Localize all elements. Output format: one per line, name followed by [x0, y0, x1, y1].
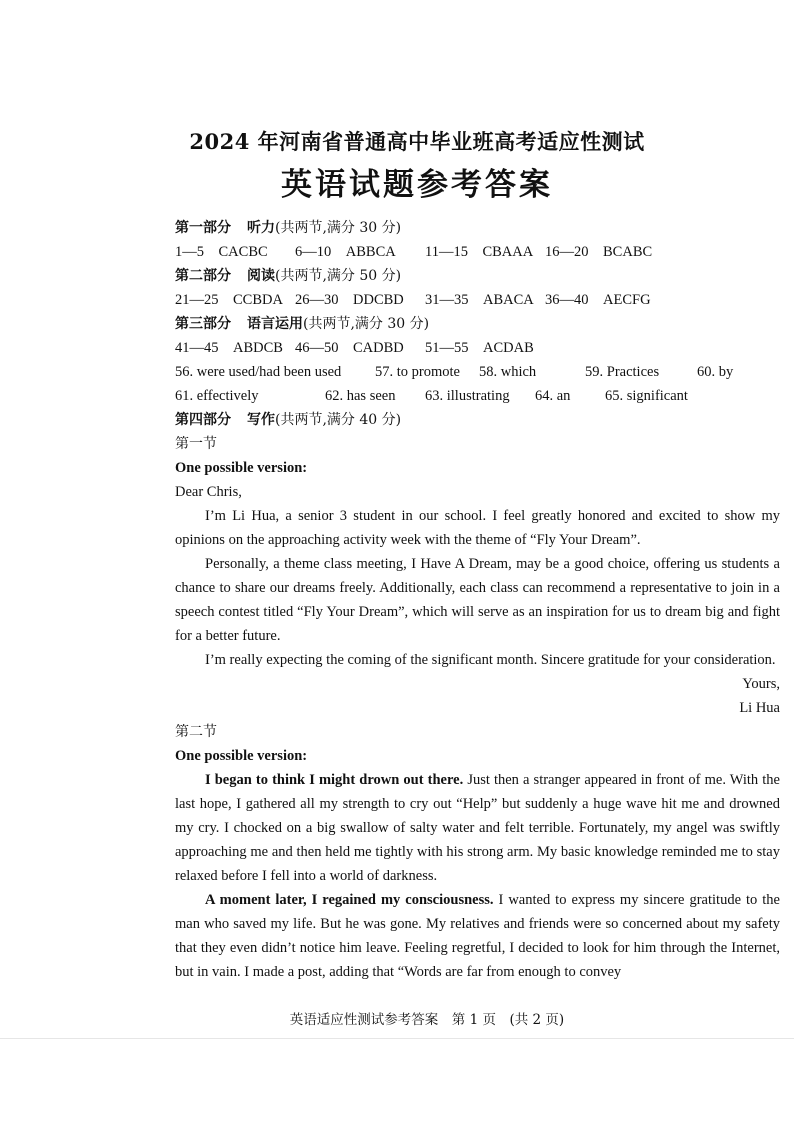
section1-heading: 第一节: [175, 436, 217, 452]
letter-paragraph: I’m Li Hua, a senior 3 student in our school. I feel greatly honored and excited to show my opinions on the approaching activity week with the theme of “Fly Your Dream”.: [175, 508, 780, 548]
part2-heading: [175, 264, 780, 288]
part2-name: 阅读: [247, 268, 275, 284]
fill-answer: 64. an: [535, 388, 571, 404]
answer-group: 21—25 CCBDA: [175, 292, 283, 308]
part1-heading: [175, 216, 780, 240]
answer-key-title: 英语试题参考答案: [281, 167, 553, 203]
letter-body: [175, 504, 780, 672]
fill-answer: 60. by: [697, 364, 734, 380]
section1-version-label: One possible version:: [175, 460, 308, 476]
part1-note: (共两节,满分 30 分): [275, 220, 402, 236]
answer-group: 46—50 CADBD: [295, 340, 404, 356]
part2-answers: [175, 288, 780, 312]
answer-group: 41—45 ABDCB: [175, 340, 283, 356]
story-paragraph: [175, 888, 780, 984]
fill-answer: 62. has seen: [325, 388, 396, 404]
page-edge-divider: [0, 1038, 794, 1039]
fill-answer: 63. illustrating: [425, 388, 510, 404]
letter-paragraph: I’m really expecting the coming of the significant month. Sincere gratitude for your consideration.: [205, 652, 776, 668]
letter-closing: Yours,: [742, 676, 780, 692]
part1-label: 第一部分: [175, 220, 231, 236]
answer-group: 36—40 AECFG: [545, 292, 651, 308]
section2-heading: 第二节: [175, 724, 217, 740]
answer-group: 11—15 CBAAA: [425, 244, 534, 260]
story-lead-sentence: A moment later, I regained my consciousness.: [205, 892, 494, 908]
story-text: I wanted to express my sincere gratitude to the man who saved my life. But he was gone. My relatives and friends were so concerned about my safety that they even didn’t notice him leave. Feeling regretful, I decided to look for him through the Internet, but in vain. I made a post, adding that “Words are far from enough to convey: [175, 892, 780, 980]
story-paragraph: [175, 768, 780, 888]
part3-heading: [175, 312, 780, 336]
part1-name: 听力: [247, 220, 275, 236]
part4-heading: [175, 408, 780, 432]
story-lead-sentence: I began to think I might drown out there.: [205, 772, 464, 788]
answer-group: 26—30 DDCBD: [295, 292, 404, 308]
answer-group: 16—20 BCABC: [545, 244, 653, 260]
part3-name: 语言运用: [247, 316, 303, 332]
fill-answer: 59. Practices: [585, 364, 660, 380]
part3-note: (共两节,满分 30 分): [303, 316, 430, 332]
story-text: Just then a stranger appeared in front of me. With the last hope, I gathered all my strength to cry out “Help” but suddenly a huge wave hit me and drowned my cry. I chocked on a big swallow of salty water and felt terrible. Fortunately, my angel was swiftly approaching me and then held me tightly with his strong arm. My basic knowledge reminded me to stay relaxed before I fell into a world of darkness.: [175, 772, 780, 884]
part3-answers: [175, 336, 780, 360]
answer-group: 6—10 ABBCA: [295, 244, 396, 260]
part3-fill-row2: [175, 384, 780, 408]
part4-label: 第四部分: [175, 412, 231, 428]
answer-group: 31—35 ABACA: [425, 292, 534, 308]
part3-label: 第三部分: [175, 316, 231, 332]
exam-title: 2024 年河南省普通高中毕业班高考适应性测试: [189, 129, 645, 154]
letter-signature: Li Hua: [739, 700, 780, 716]
fill-answer: 61. effectively: [175, 388, 259, 404]
section2-version-label: One possible version:: [175, 748, 308, 764]
part2-label: 第二部分: [175, 268, 231, 284]
part2-note: (共两节,满分 50 分): [275, 268, 402, 284]
fill-answer: 58. which: [479, 364, 537, 380]
letter-paragraph: Personally, a theme class meeting, I Have A Dream, may be a good choice, offering us students a chance to share our dreams freely. Additionally, each class can recommend a representative to join in a speech contest titled “Fly Your Dream”, which will serve as an inspiration for us to dream big and fight for a better future.: [175, 556, 780, 644]
story-body: [175, 768, 780, 984]
answer-body: [175, 216, 780, 984]
fill-answer: 65. significant: [605, 388, 688, 404]
part3-fill-row1: [175, 360, 780, 384]
part4-note: (共两节,满分 40 分): [275, 412, 402, 428]
fill-answer: 56. were used/had been used: [175, 364, 342, 380]
answer-group: 51—55 ACDAB: [425, 340, 534, 356]
part1-answers: [175, 240, 780, 264]
fill-answer: 57. to promote: [375, 364, 460, 380]
page-footer: 英语适应性测试参考答案 第 1 页 (共 2 页): [289, 1012, 565, 1028]
answer-group: 1—5 CACBC: [175, 244, 268, 260]
letter-greeting: Dear Chris,: [175, 484, 242, 500]
part4-name: 写作: [247, 412, 275, 428]
